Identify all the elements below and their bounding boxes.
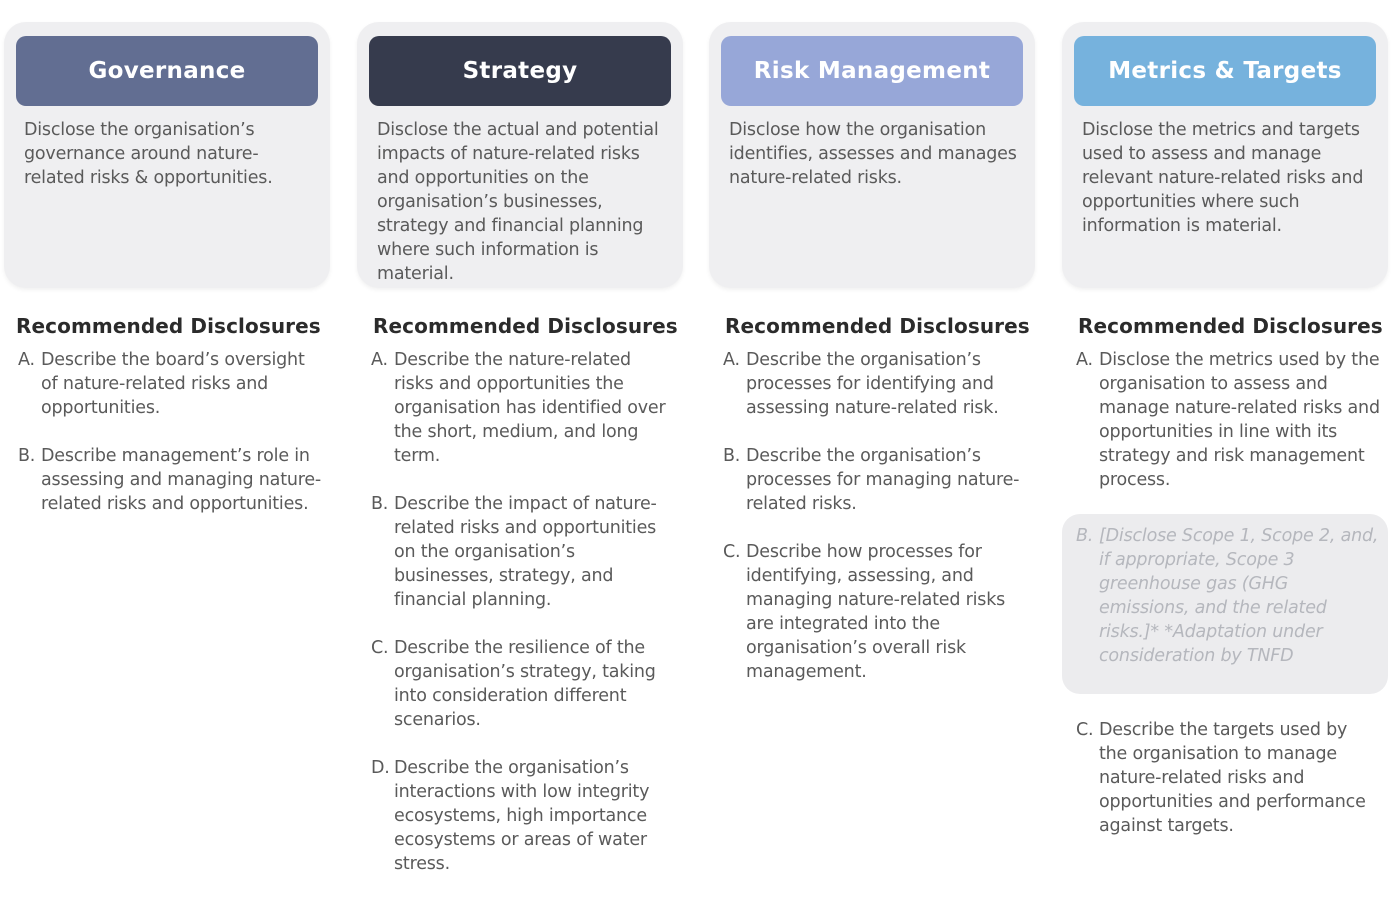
disclosure-text: Describe the organisation’s processes for managing nature-related risks.	[746, 446, 1020, 514]
disclosure-item	[357, 636, 683, 732]
disclosure-text: Describe management’s role in assessing and managing nature-related risks and opportunities.	[41, 446, 322, 514]
disclosure-list	[4, 348, 330, 516]
pillar-description: Disclose the actual and potential impacts of nature-related risks and opportunities on the organisation’s businesses, strategy and financial planning where such information is material.	[377, 120, 659, 284]
pillar-card	[357, 22, 683, 288]
pillar-card	[709, 22, 1035, 288]
pillar-header-metrics-targets: Metrics & Targets	[1074, 36, 1376, 106]
disclosure-text: Describe how processes for identifying, assessing, and managing nature-related risks are integrated into the organisation’s overall risk management.	[746, 542, 1006, 682]
disclosure-text: Describe the impact of nature-related risks and opportunities on the organisation’s businesses, strategy, and financial planning.	[394, 494, 657, 610]
disclosure-letter: D.	[371, 758, 390, 778]
disclosure-letter: B.	[1076, 526, 1094, 546]
disclosure-letter: A.	[18, 350, 35, 370]
pillar-risk-management	[709, 22, 1035, 708]
disclosure-text: Describe the board’s oversight of nature-related risks and opportunities.	[41, 350, 305, 418]
disclosure-letter: A.	[1076, 350, 1093, 370]
pillar-metrics-targets	[1062, 22, 1388, 862]
disclosure-item	[357, 756, 683, 876]
disclosure-item	[4, 444, 330, 516]
disclosure-letter: C.	[723, 542, 741, 562]
pillar-header-strategy: Strategy	[369, 36, 671, 106]
pillar-description: Disclose the metrics and targets used to assess and manage relevant nature-related risks and opportunities where such information is material.	[1082, 120, 1364, 236]
disclosure-item	[4, 348, 330, 420]
disclosure-item	[357, 348, 683, 468]
pillar-header-governance: Governance	[16, 36, 318, 106]
disclosure-item	[1062, 348, 1388, 492]
disclosure-item	[1062, 718, 1388, 838]
disclosure-letter: A.	[371, 350, 388, 370]
disclosure-letter: C.	[371, 638, 389, 658]
disclosure-item	[709, 348, 1035, 420]
pillar-header-risk-management: Risk Management	[721, 36, 1023, 106]
disclosure-letter: B.	[18, 446, 36, 466]
disclosure-item	[709, 540, 1035, 684]
disclosure-list	[709, 348, 1035, 684]
disclosure-item	[357, 492, 683, 612]
pillar-description: Disclose the organisation’s governance around nature-related risks & opportunities.	[24, 120, 273, 188]
disclosure-text: Describe the nature-related risks and opportunities the organisation has identified over the short, medium, and long term.	[394, 350, 666, 466]
disclosure-text: Describe the organisation’s processes for identifying and assessing nature-related risk.	[746, 350, 999, 418]
disclosure-text: Describe the resilience of the organisation’s strategy, taking into consideration different scenarios.	[394, 638, 656, 730]
recommended-disclosures-heading: Recommended Disclosures	[1078, 314, 1383, 338]
disclosure-letter: B.	[371, 494, 389, 514]
disclosure-letter: B.	[723, 446, 741, 466]
recommended-disclosures-heading: Recommended Disclosures	[16, 314, 321, 338]
recommended-disclosures-heading: Recommended Disclosures	[725, 314, 1030, 338]
pillar-card	[1062, 22, 1388, 288]
disclosure-text: Describe the targets used by the organisation to manage nature-related risks and opportunities and performance against targets.	[1099, 720, 1366, 836]
disclosure-list	[1062, 348, 1388, 838]
disclosure-item-greyed	[1062, 514, 1388, 694]
pillar-card	[4, 22, 330, 288]
pillar-governance	[4, 22, 330, 540]
disclosure-text: Describe the organisation’s interactions with low integrity ecosystems, high importance ecosystems or areas of water stress.	[394, 758, 650, 874]
pillar-strategy	[357, 22, 683, 900]
recommended-disclosures-heading: Recommended Disclosures	[373, 314, 678, 338]
disclosure-text: [Disclose Scope 1, Scope 2, and, if appropriate, Scope 3 greenhouse gas (GHG emissions, and the related risks.]* *Adaptation under consideration by TNFD	[1099, 526, 1379, 666]
pillar-description: Disclose how the organisation identifies, assesses and manages nature-related risks.	[729, 120, 1017, 188]
disclosure-item	[709, 444, 1035, 516]
disclosure-list	[357, 348, 683, 876]
disclosure-letter: A.	[723, 350, 740, 370]
disclosure-text: Disclose the metrics used by the organisation to assess and manage nature-related risks and opportunities in line with its strategy and risk management process.	[1099, 350, 1380, 490]
disclosure-letter: C.	[1076, 720, 1094, 740]
